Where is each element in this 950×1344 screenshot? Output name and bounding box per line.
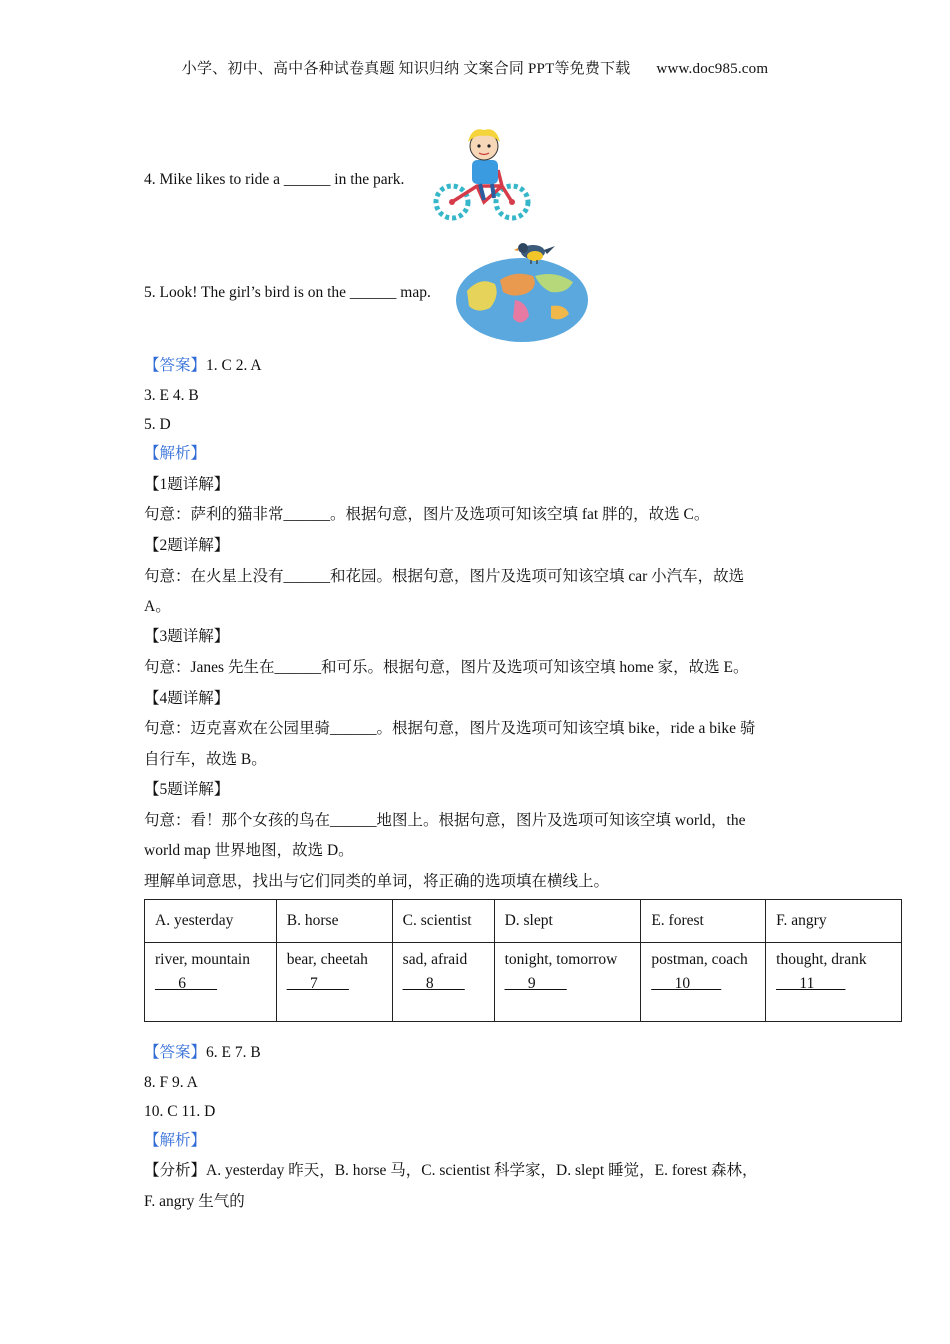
group-9: tonight, tomorrow ___9____: [494, 943, 641, 1022]
blank-9: ___9____: [504, 975, 567, 992]
word-classification-table: [144, 899, 902, 1022]
group-8: sad, afraid ___8____: [392, 943, 494, 1022]
world-map-with-bird-illustration: [455, 236, 590, 344]
detail-4-title: 【4题详解】: [144, 690, 230, 707]
answer-2-line-2: 8. F 9. A: [144, 1074, 198, 1091]
answer-1-line-1: 【答案】1. C 2. A: [144, 357, 262, 374]
answer-1-line-3: 5. D: [144, 416, 171, 433]
option-e: E. forest: [641, 900, 766, 943]
group-10: postman, coach ___10____: [641, 943, 766, 1022]
blank-7: ___7____: [286, 975, 349, 992]
detail-4-text: 句意：迈克喜欢在公园里骑______。根据句意，图片及选项可知该空填 bike，ride a bike 骑: [144, 720, 756, 737]
analysis-tag: 【解析】: [144, 445, 207, 462]
boy-riding-bike-illustration: [432, 126, 532, 222]
option-c: C. scientist: [392, 900, 494, 943]
blank-8: ___8____: [402, 975, 465, 992]
options-row: [145, 900, 902, 943]
group-6: river, mountain ___6____: [145, 943, 277, 1022]
question-5: 5. Look! The girl’s bird is on the ______ map.: [144, 284, 431, 301]
detail-5-text: 句意：看！那个女孩的鸟在______地图上。根据句意，图片及选项可知该空填 world，the: [144, 812, 746, 829]
question-4: 4. Mike likes to ride a ______ in the park.: [144, 171, 405, 188]
blank-10: ___10____: [651, 975, 722, 992]
detail-5-text-cont: world map 世界地图，故选 D。: [144, 842, 354, 859]
fenxi-line-2: F. angry 生气的: [144, 1193, 245, 1210]
detail-5-title: 【5题详解】: [144, 781, 230, 798]
detail-3-text: 句意：Janes 先生在______和可乐。根据句意，图片及选项可知该空填 home 家，故选 E。: [144, 659, 749, 676]
header-site[interactable]: www.doc985.com: [656, 61, 769, 77]
detail-3-title: 【3题详解】: [144, 628, 230, 645]
group-11: thought, drank ___11____: [766, 943, 902, 1022]
analysis-tag-2: 【解析】: [144, 1132, 207, 1149]
groups-row: [145, 943, 902, 1022]
detail-1-text: 句意：萨利的猫非常______。根据句意，图片及选项可知该空填 fat 胖的，故选 C。: [144, 506, 710, 523]
header-text: 小学、初中、高中各种试卷真题 知识归纳 文案合同 PPT等免费下载: [181, 61, 631, 77]
detail-2-text-cont: A。: [144, 598, 171, 615]
blank-6: ___6____: [155, 975, 217, 992]
detail-4-text-cont: 自行车，故选 B。: [144, 751, 267, 768]
blank-11: ___11____: [776, 975, 846, 992]
section-instruction: 理解单词意思，找出与它们同类的单词，将正确的选项填在横线上。: [144, 873, 610, 890]
answer-2-line-1: 【答案】6. E 7. B: [144, 1044, 261, 1061]
detail-1-title: 【1题详解】: [144, 476, 230, 493]
answer-tag: 【答案】: [144, 357, 207, 374]
fenxi-line-1: 【分析】A. yesterday 昨天，B. horse 马，C. scientist 科学家，D. slept 睡觉，E. forest 森林，: [144, 1162, 758, 1179]
page-header: [0, 57, 950, 78]
option-a: A. yesterday: [145, 900, 277, 943]
option-d: D. slept: [494, 900, 641, 943]
detail-2-text: 句意：在火星上没有______和花园。根据句意，图片及选项可知该空填 car 小汽车，故选: [144, 568, 745, 585]
answer-2-line-3: 10. C 11. D: [144, 1103, 216, 1120]
detail-2-title: 【2题详解】: [144, 537, 230, 554]
option-f: F. angry: [766, 900, 902, 943]
answer-1-line-2: 3. E 4. B: [144, 387, 199, 404]
answer-tag-2: 【答案】: [144, 1044, 207, 1061]
group-7: bear, cheetah ___7____: [276, 943, 392, 1022]
option-b: B. horse: [276, 900, 392, 943]
